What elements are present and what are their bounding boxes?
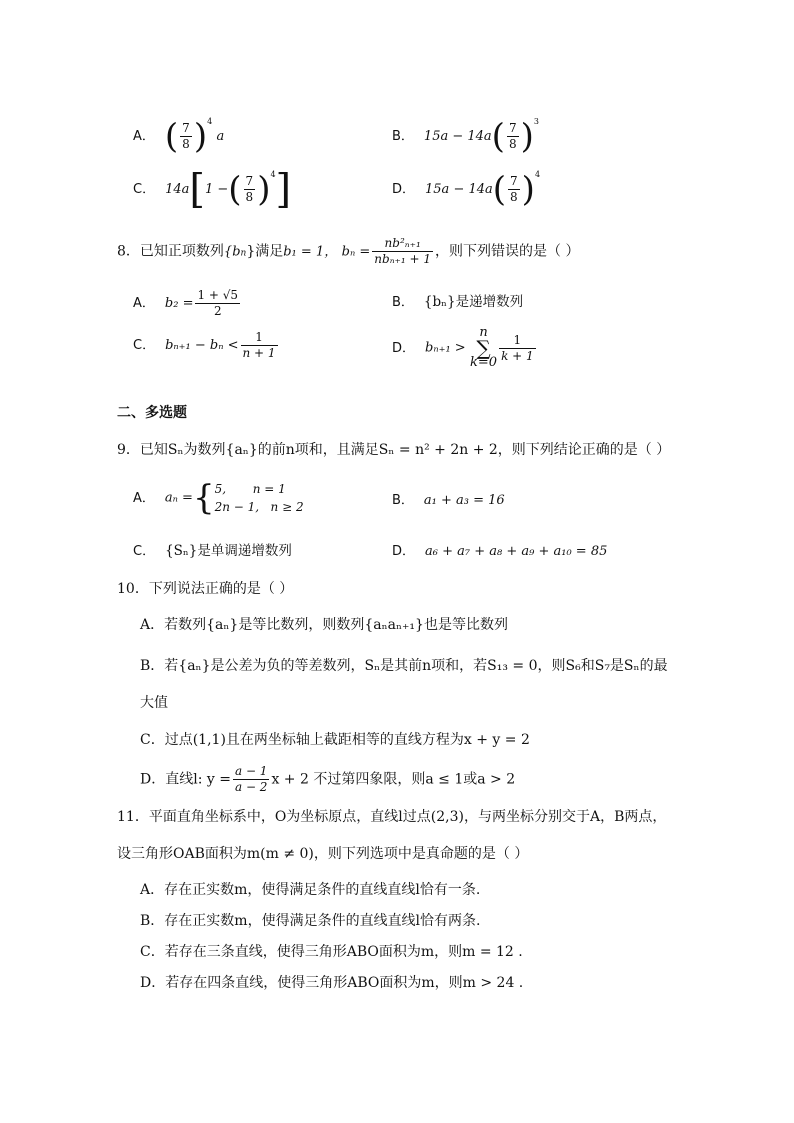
q10-option-c: C．过点(1,1)且在两坐标轴上截距相等的直线方程为x + y = 2	[140, 732, 530, 748]
q9-stem: 9．已知Sₙ为数列{aₙ}的前n项和，且满足Sₙ = n² + 2n + 2，则下列结论正确的是（ ）	[117, 442, 671, 458]
q8-option-a: A． b₂ = $\frac{1 + √5}{2}$	[133, 288, 239, 318]
q11-stem-line2: 设三角形OAB面积为m(m ≠ 0)，则下列选项中是真命题的是（ ）	[117, 846, 529, 862]
q10-option-b-line1: B．若{aₙ}是公差为负的等差数列，Sₙ是其前n项和，若S₁₃ = 0，则S₆和S₇是Sₙ的最	[140, 658, 668, 674]
q10-option-a: A．若数列{aₙ}是等比数列，则数列{aₙaₙ₊₁}也是等比数列	[140, 617, 508, 633]
q8-stem: 8．已知正项数列{bn}满足b₁ = 1， bₙ = $\frac{\text{nb²ₙ₊₁}}{\text{nbₙ₊₁ + 1}}$ ，则下列错误的是（ ）	[117, 236, 580, 266]
q9-option-c: C． {Sₙ}是单调递增数列	[133, 543, 292, 559]
q8-option-c: C． bₙ₊₁ − bₙ < $\frac{1}{n + 1}$	[133, 330, 276, 360]
q11-option-d: D．若存在四条直线，使得三角形ABO面积为m，则m > 24 .	[140, 975, 524, 991]
q11-stem-line1: 11．平面直角坐标系中，O为坐标原点，直线l过点(2,3)，与两坐标分别交于A，B两点，	[117, 809, 667, 825]
q8-option-b: B． {bₙ}是递增数列	[392, 294, 524, 310]
q10-option-d: D．直线l: y = $\frac{a - 1}{a - 2}$ x + 2 不过第四象限，则a ≤ 1或a > 2	[140, 764, 516, 794]
q11-option-a: A．存在正实数m，使得满足条件的直线直线l恰有一条.	[140, 882, 481, 898]
q11-option-b: B．存在正实数m，使得满足条件的直线直线l恰有两条.	[140, 913, 481, 929]
q9-option-d: D． a₆ + a₇ + a₈ + a₉ + a₁₀ = 85	[392, 544, 608, 559]
q7-option-a: A． ( $\frac{7}{8}$ )$^4$ a	[133, 116, 225, 157]
q10-option-b-line2: 大值	[140, 695, 168, 711]
q11-option-c: C．若存在三条直线，使得三角形ABO面积为m，则m = 12 .	[140, 944, 523, 960]
q7-option-b: B． 15a − 14a( $\frac{7}{8}$ )$^3$	[392, 116, 539, 157]
section-heading: 二、多选题	[117, 405, 187, 421]
q7-option-c: C． 14a[1 −( $\frac{7}{8}$ )$^4$]	[133, 166, 292, 213]
q9-option-a: A． aₙ ={ 5, n = 1 2n − 1, n ≥ 2	[133, 478, 304, 518]
q9-option-b: B． a₁ + a₃ = 16	[392, 493, 505, 508]
q8-option-d: D． bₙ₊₁ > n ∑ k=0 $\frac{1}{k + 1}$	[392, 325, 534, 370]
q10-stem: 10．下列说法正确的是（ ）	[117, 581, 294, 597]
q7-option-d: D． 15a − 14a( $\frac{7}{8}$ )$^4$	[392, 169, 541, 210]
